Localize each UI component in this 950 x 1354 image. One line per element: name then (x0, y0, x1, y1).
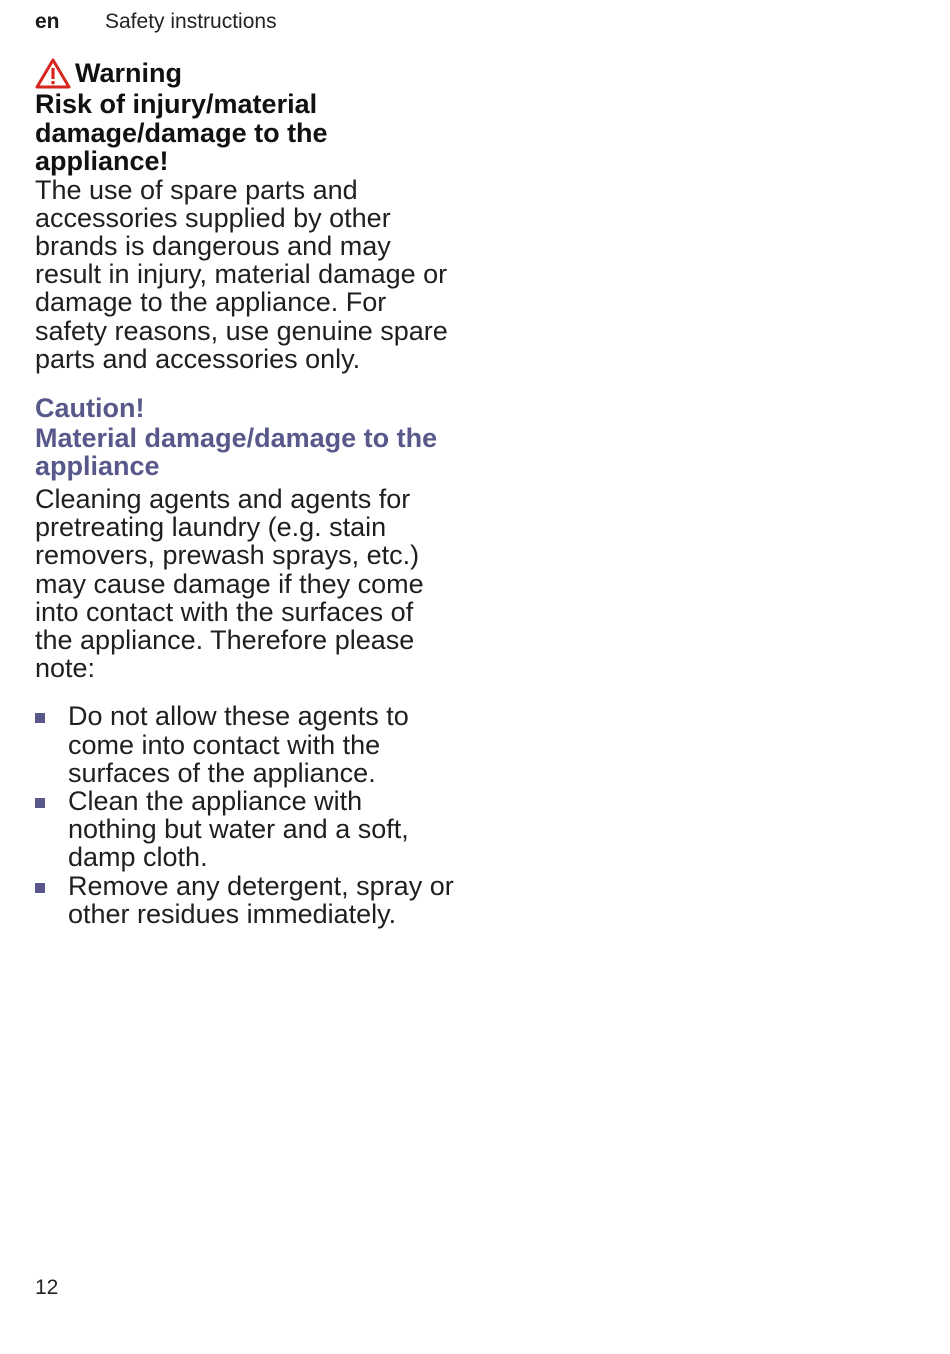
list-item (35, 872, 455, 928)
warning-title: Warning (75, 58, 182, 88)
caution-title: Caution! (35, 392, 145, 423)
list-item (35, 702, 455, 787)
page-number: 12 (35, 1276, 59, 1299)
content-column (35, 56, 455, 928)
language-code: en (35, 10, 60, 33)
list-item-text: Clean the appliance with nothing but water and a soft, damp cloth. (68, 785, 409, 873)
caution-block (35, 393, 455, 928)
list-item (35, 787, 455, 872)
warning-triangle-icon (35, 58, 71, 89)
section-title: Safety instructions (105, 10, 277, 33)
bullet-square-icon (35, 713, 45, 723)
list-item-text: Do not allow these agents to come into contact with the surfaces of the appliance. (68, 701, 409, 788)
bullet-square-icon (35, 883, 45, 893)
list-item-text: Remove any detergent, spray or other residues immediately. (68, 870, 454, 929)
warning-text: The use of spare parts and accessories supplied by other brands is dangerous and may result in injury, material damage or damage to the appliance. For safety reasons, use genuine spare parts and accessories only. (35, 174, 448, 374)
page-header (35, 8, 277, 36)
caution-text: Cleaning agents and agents for pretreating laundry (e.g. stain removers, prewash sprays, etc.) may cause damage if they come into contact with the surfaces of the appliance. Therefore please note: (35, 483, 424, 684)
warning-subtitle: Risk of injury/material damage/damage to the appliance! (35, 89, 328, 176)
caution-subtitle: Material damage/damage to the appliance (35, 422, 438, 482)
warning-heading (35, 56, 455, 90)
warning-block (35, 56, 455, 373)
caution-list (35, 702, 455, 928)
bullet-square-icon (35, 798, 45, 808)
